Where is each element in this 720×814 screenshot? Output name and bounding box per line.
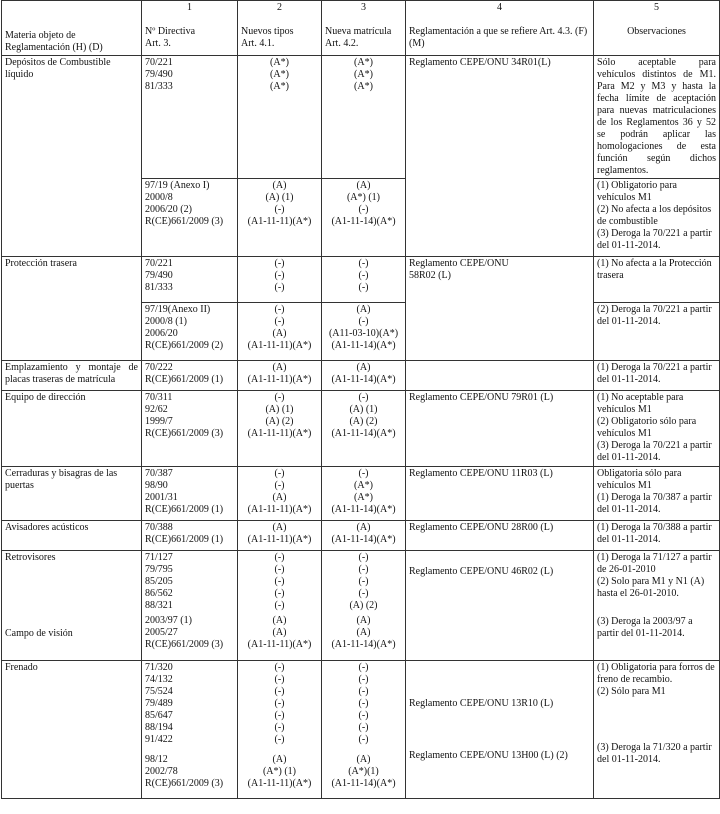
regulation-cell: Reglamento CEPE/ONU 46R02 (L) [406, 551, 594, 661]
header-col3: 3 Nueva matrícula Art. 4.2. [322, 1, 406, 56]
subject-cell: Protección trasera [2, 257, 142, 361]
regulation-cell: Reglamento CEPE/ONU 28R00 (L) [406, 521, 594, 551]
directive-cell: 71/320 74/132 75/524 79/489 85/647 88/194 91/422 98/12 2002/78 R(CE)661/2009 (3) [142, 661, 238, 799]
observations-cell: (1) Deroga la 70/221 a partir del 01-11-2014. [594, 361, 720, 391]
new-registration-cell: (-) (-) (-) (-) (A) (2) (A) (A) (A1-11-14)(A*) [322, 551, 406, 661]
regulation-cell: Reglamento CEPE/ONU 13R10 (L) Reglamento CEPE/ONU 13H00 (L) (2) [406, 661, 594, 799]
regulation-cell: Reglamento CEPE/ONU 58R02 (L) [406, 257, 594, 361]
subject-cell: Frenado [2, 661, 142, 799]
new-registration-cell: (A) (A*) (1) (-) (A1-11-14)(A*) [322, 179, 406, 257]
subject-cell: Cerraduras y bisagras de las puertas [2, 467, 142, 521]
header-col4: 4 Reglamentación a que se refiere Art. 4.3. (F) (M) [406, 1, 594, 56]
new-types-cell: (-) (A) (1) (A) (2) (A1-11-11)(A*) [238, 391, 322, 467]
header-col1: 1 Nº Directiva Art. 3. [142, 1, 238, 56]
table-row [2, 467, 720, 521]
header-row [2, 1, 720, 56]
directive-cell: 70/387 98/90 2001/31 R(CE)661/2009 (1) [142, 467, 238, 521]
observations-cell: (1) Deroga la 70/388 a partir del 01-11-2014. [594, 521, 720, 551]
new-registration-cell: (-) (A*) (A*) (A1-11-14)(A*) [322, 467, 406, 521]
directive-cell: 70/221 79/490 81/333 [142, 257, 238, 303]
new-registration-cell: (A) (A1-11-14)(A*) [322, 361, 406, 391]
regulation-table [1, 0, 720, 799]
observations-cell: (1) No aceptable para vehículos M1 (2) Obligatorio sólo para vehículos M1 (3) Deroga la 70/221 a partir del 01-11-2014. [594, 391, 720, 467]
observations-cell: (1) Obligatoria para forros de freno de recambio. (2) Sólo para M1 (3) Deroga la 71/320 a partir del 01-11-2014. [594, 661, 720, 799]
directive-cell: 70/311 92/62 1999/7 R(CE)661/2009 (3) [142, 391, 238, 467]
new-types-cell: (-) (-) (-) (-) (-) (-) (-) (A) (A*) (1) (A1-11-11)(A*) [238, 661, 322, 799]
table-row [2, 521, 720, 551]
observations-cell: (2) Deroga la 70/221 a partir del 01-11-2014. [594, 303, 720, 361]
observations-cell: (1) No afecta a la Protección trasera [594, 257, 720, 303]
header-col5: 5 Observaciones [594, 1, 720, 56]
directive-cell: 70/222 R(CE)661/2009 (1) [142, 361, 238, 391]
header-col2: 2 Nuevos tipos Art. 4.1. [238, 1, 322, 56]
observations-cell: Obligatoria sólo para vehículos M1 (1) Deroga la 70/387 a partir del 01-11-2014. [594, 467, 720, 521]
new-types-cell: (A) (A1-11-11)(A*) [238, 361, 322, 391]
subject-cell: Emplazamiento y montaje de placas traseras de matrícula [2, 361, 142, 391]
regulation-cell: Reglamento CEPE/ONU 34R01(L) [406, 56, 594, 257]
new-types-cell: (-) (-) (A) (A1-11-11)(A*) [238, 303, 322, 361]
directive-cell: 70/221 79/490 81/333 [142, 56, 238, 179]
directive-cell: 97/19 (Anexo I) 2000/8 2006/20 (2) R(CE)661/2009 (3) [142, 179, 238, 257]
new-types-cell: (A*) (A*) (A*) [238, 56, 322, 179]
observations-cell: Sólo aceptable para vehículos distintos de M1. Para M2 y M3 y hasta la fecha límite de aceptación para nuevas matriculaciones de los Reglamentos 36 y 52 se podrán aplicar las homologaciones de esta función según dichos reglamentos. [594, 56, 720, 179]
new-registration-cell: (-) (-) (-) [322, 257, 406, 303]
new-types-cell: (A) (A) (1) (-) (A1-11-11)(A*) [238, 179, 322, 257]
directive-cell: 70/388 R(CE)661/2009 (1) [142, 521, 238, 551]
table-row [2, 551, 720, 661]
table-row [2, 391, 720, 467]
regulation-cell: Reglamento CEPE/ONU 79R01 (L) [406, 391, 594, 467]
new-registration-cell: (A) (A1-11-14)(A*) [322, 521, 406, 551]
observations-cell: (1) Obligatorio para vehículos M1 (2) No afecta a los depósitos de combustible (3) Deroga la 70/221 a partir del 01-11-2014. [594, 179, 720, 257]
subject-cell: Equipo de dirección [2, 391, 142, 467]
subject-cell: Avisadores acústicos [2, 521, 142, 551]
subject-cell [2, 551, 142, 661]
header-subject: Materia objeto de Reglamentación (H) (D) [2, 1, 142, 56]
new-registration-cell: (-) (-) (-) (-) (-) (-) (-) (A) (A*)(1) (A1-11-14)(A*) [322, 661, 406, 799]
table-row [2, 361, 720, 391]
subject-field-of-view: Campo de visión [5, 628, 73, 639]
directive-cell: 71/127 79/795 85/205 86/562 88/321 2003/97 (1) 2005/27 R(CE)661/2009 (3) [142, 551, 238, 661]
subject-cell: Depósitos de Combustible líquido [2, 56, 142, 257]
new-types-cell: (A) (A1-11-11)(A*) [238, 521, 322, 551]
new-registration-cell: (A*) (A*) (A*) [322, 56, 406, 179]
new-registration-cell: (-) (A) (1) (A) (2) (A1-11-14)(A*) [322, 391, 406, 467]
regulation-cell [406, 361, 594, 391]
table-row [2, 661, 720, 799]
table-row [2, 257, 720, 303]
directive-cell: 97/19(Anexo II) 2000/8 (1) 2006/20 R(CE)661/2009 (2) [142, 303, 238, 361]
subject-mirrors: Retrovisores [5, 552, 56, 563]
table-row [2, 56, 720, 179]
new-types-cell: (-) (-) (-) (-) (-) (A) (A) (A1-11-11)(A*) [238, 551, 322, 661]
new-types-cell: (-) (-) (-) [238, 257, 322, 303]
new-registration-cell: (A) (-) (A11-03-10)(A*) (A1-11-14)(A*) [322, 303, 406, 361]
new-types-cell: (-) (-) (A) (A1-11-11)(A*) [238, 467, 322, 521]
regulation-cell: Reglamento CEPE/ONU 11R03 (L) [406, 467, 594, 521]
observations-cell: (1) Deroga la 71/127 a partir de 26-01-2010 (2) Solo para M1 y N1 (A) hasta el 26-01-2010. (3) Deroga la 2003/97 a partir del 01-11-2014. [594, 551, 720, 661]
